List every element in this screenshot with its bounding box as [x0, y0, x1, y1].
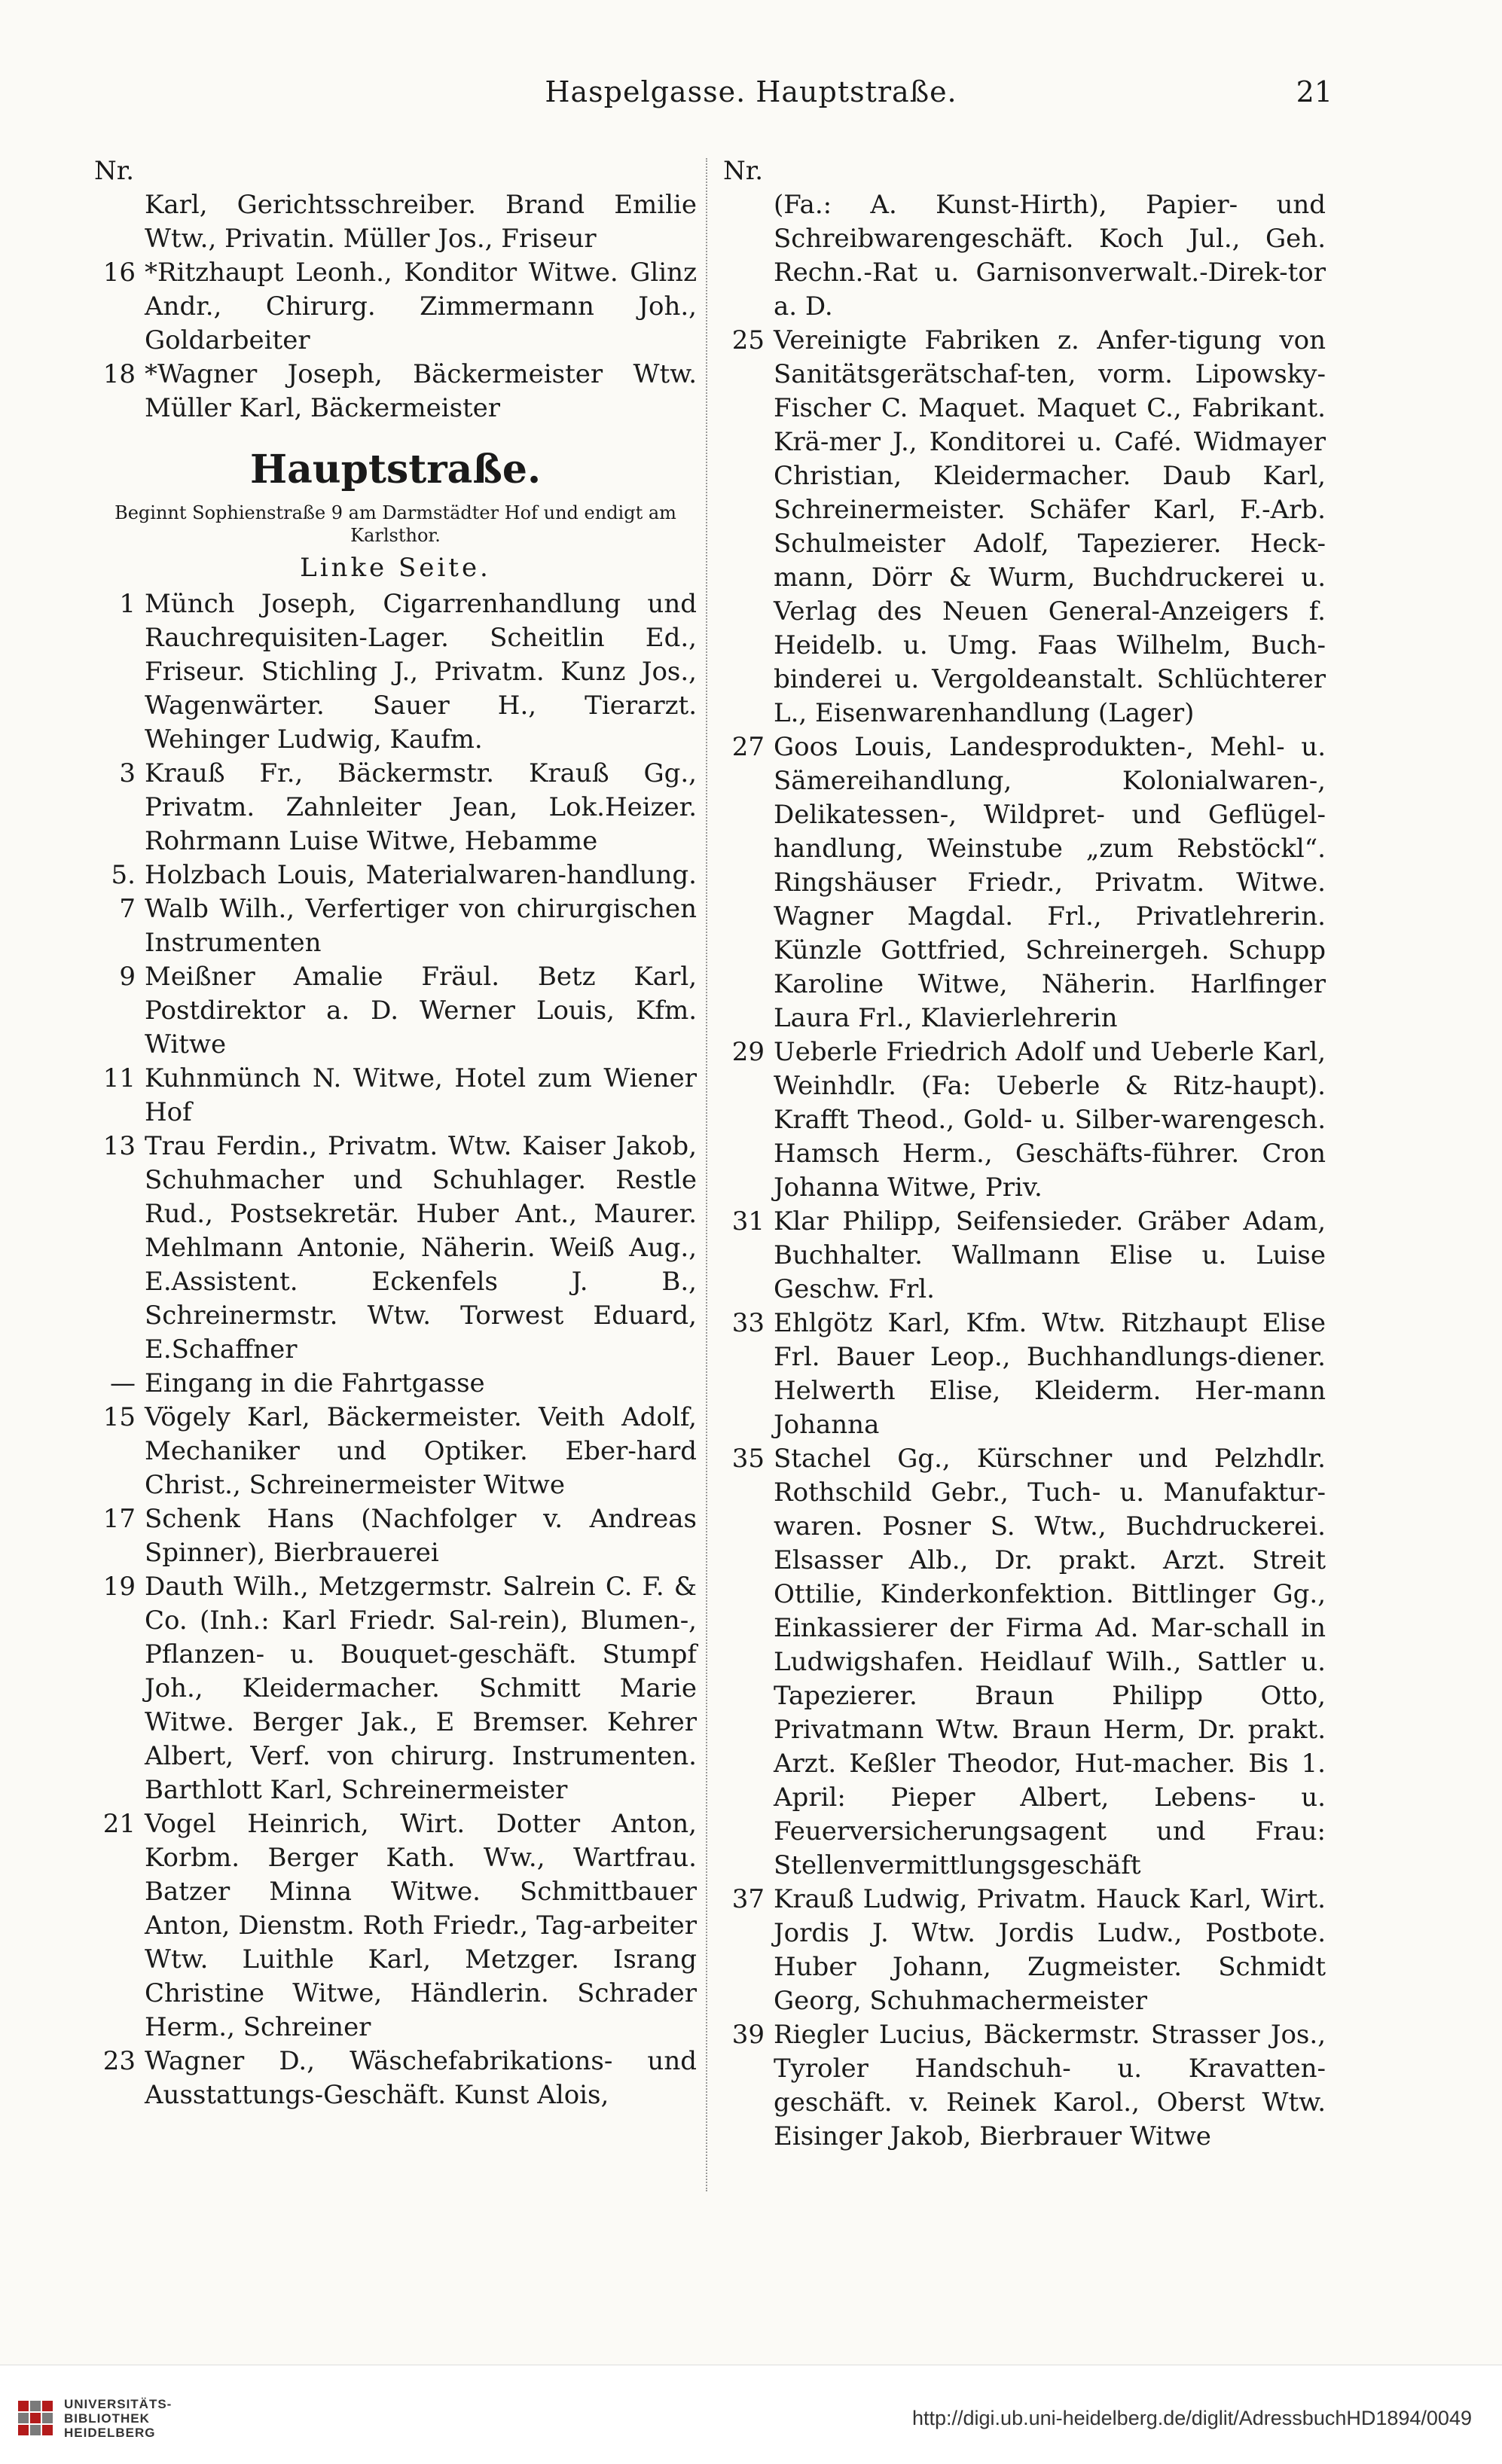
house-number: 19 — [102, 1572, 136, 1602]
library-name-line: BIBLIOTHEK — [64, 2411, 150, 2426]
entry-text: Wagner D., Wäschefabrikations- und Ausstattungs-Geschäft. Kunst Alois, — [145, 2046, 697, 2110]
list-item — [94, 587, 697, 757]
entry-text: *Ritzhaupt Leonh., Konditor Witwe. Glinz Andr., Chirurg. Zimmermann Joh., Goldarbeiter — [145, 258, 697, 355]
list-item — [94, 1062, 697, 1130]
entry-text: Meißner Amalie Fräul. Betz Karl, Postdirektor a. D. Werner Louis, Kfm. Witwe — [145, 962, 697, 1060]
list-item — [94, 1502, 697, 1570]
entry-text: Vögely Karl, Bäckermeister. Veith Adolf, Mechaniker und Optiker. Eber-hard Christ., Schreinermeister Witwe — [145, 1402, 697, 1500]
page-number: 21 — [1296, 75, 1333, 108]
library-name-line: UNIVERSITÄTS- — [64, 2397, 172, 2411]
entry-text: Schenk Hans (Nachfolger v. Andreas Spinner), Bierbrauerei — [145, 1504, 697, 1568]
nr-label: Nr. — [723, 156, 764, 186]
house-number: 35 — [731, 1444, 765, 1474]
entry-text: (Fa.: A. Kunst-Hirth), Papier- und Schreibwarengeschäft. Koch Jul., Geh. Rechn.-Rat u. Garnisonverwalt.-Direk-tor a. D. — [774, 190, 1326, 322]
list-item — [723, 324, 1326, 730]
entry-text: Klar Philipp, Seifensieder. Gräber Adam, Buchhalter. Wallmann Elise u. Luise Geschw. Frl. — [774, 1206, 1326, 1304]
list-item — [723, 2018, 1326, 2154]
list-item — [723, 1442, 1326, 1883]
footer — [0, 2365, 1502, 2464]
house-number: 39 — [731, 2020, 765, 2050]
house-number: 17 — [102, 1504, 136, 1534]
source-url-link[interactable]: http://digi.ub.uni-heidelberg.de/diglit/AdressbuchHD1894/0049 — [911, 2407, 1472, 2429]
house-number: 29 — [731, 1037, 765, 1067]
entry-text: Eingang in die Fahrtgasse — [145, 1368, 485, 1398]
house-number: 23 — [102, 2046, 136, 2076]
house-number: 25 — [731, 325, 765, 355]
entry-text: Vereinigte Fabriken z. Anfer-tigung von Sanitätsgerätschaf-ten, vorm. Lipowsky-Fischer C. Maquet. Maquet C., Fabrikant. Krä-mer J., Konditorei u. Café. Widmayer Christian, Kleidermacher. Daub Karl, Schreinermeister. Schäfer Karl, F.-Arb. Schulmeister Adolf, Tapezierer. Heck-mann, Dörr & Wurm, Buchdruckerei u. Verlag des Neuen General-Anzeigers f. Heidelb. u. Umg. Faas Wilhelm, Buch-binderei u. Vergoldeanstalt. Schlüchterer L., Eisenwarenhandlung (Lager) — [774, 325, 1326, 728]
house-number: 13 — [102, 1131, 136, 1161]
house-number: 37 — [731, 1884, 765, 1914]
house-number: 27 — [731, 732, 765, 762]
list-item — [94, 757, 697, 858]
list-item — [94, 1130, 697, 1367]
house-number: 18 — [102, 359, 136, 389]
list-item — [94, 858, 697, 960]
entry-text: Vogel Heinrich, Wirt. Dotter Anton, Korbm. Berger Kath. Ww., Wartfrau. Batzer Minna Witwe. Schmittbauer Anton, Dienstm. Roth Friedr., Tag-arbeiter Wtw. Luithle Karl, Metzger. Israng Christine Witwe, Händlerin. Schrader Herm., Schreiner — [145, 1809, 697, 2042]
library-name — [64, 2397, 172, 2440]
entry-text: Krauß Ludwig, Privatm. Hauck Karl, Wirt. Jordis J. Wtw. Jordis Ludw., Postbote. Huber Johann, Zugmeister. Schmidt Georg, Schuhmachermeister — [774, 1884, 1326, 2016]
house-number: 21 — [102, 1809, 136, 1839]
list-item — [723, 730, 1326, 1035]
running-head: Haspelgasse. Hauptstraße. — [545, 75, 957, 108]
entry-text: Holzbach Louis, Materialwaren-handlung. Walb Wilh., Verfertiger von chirurgischen Instrumenten — [145, 860, 697, 958]
left-column — [94, 154, 697, 2112]
list-item — [94, 1570, 697, 1807]
column-divider — [706, 158, 707, 2191]
list-item — [94, 2045, 697, 2112]
list-item — [94, 1807, 697, 2045]
list-item — [94, 960, 697, 1062]
house-number: 5. 7 — [111, 860, 136, 924]
house-number: 33 — [731, 1308, 765, 1338]
list-item — [723, 1307, 1326, 1442]
page-header — [0, 75, 1502, 120]
entry-text: Kuhnmünch N. Witwe, Hotel zum Wiener Hof — [145, 1063, 697, 1127]
entry-text: Riegler Lucius, Bäckermstr. Strasser Jos., Tyroler Handschuh- u. Kravatten-geschäft. v. Reinek Karol., Oberst Wtw. Eisinger Jakob, Bierbrauer Witwe — [774, 2020, 1326, 2151]
list-item — [723, 1205, 1326, 1307]
list-item — [723, 1035, 1326, 1205]
list-item — [94, 1367, 697, 1401]
list-item — [723, 188, 1326, 324]
entry-text: Dauth Wilh., Metzgermstr. Salrein C. F. & Co. (Inh.: Karl Friedr. Sal-rein), Blumen-, Pflanzen- u. Bouquet-geschäft. Stumpf Joh., Kleidermacher. Schmitt Marie Witwe. Berger Jak., E Bremser. Kehrer Albert, Verf. von chirurg. Instrumenten. Barthlott Karl, Schreinermeister — [145, 1572, 697, 1805]
entry-text: Goos Louis, Landesprodukten-, Mehl- u. Sämereihandlung, Kolonialwaren-, Delikatessen-, Wildpret- und Geflügel-handlung, Weinstube „zum Rebstöckl“. Ringshäuser Friedr., Privatm. Witwe. Wagner Magdal. Frl., Privatlehrerin. Künzle Gottfried, Schreinergeh. Schupp Karoline Witwe, Näherin. Harlfinger Laura Frl., Klavierlehrerin — [774, 732, 1326, 1033]
house-number: 1 — [119, 589, 136, 619]
right-column — [723, 154, 1326, 2154]
nr-label: Nr. — [94, 156, 135, 186]
entry-text: Stachel Gg., Kürschner und Pelzhdlr. Rothschild Gebr., Tuch- u. Manufaktur-waren. Posner S. Wtw., Buchdruckerei. Elsasser Alb., Dr. prakt. Arzt. Streit Ottilie, Kinderkonfektion. Bittlinger Gg., Einkassierer der Firma Ad. Mar-schall in Ludwigshafen. Heidlauf Wilh., Sattler u. Tapezierer. Braun Philipp Otto, Privatmann Wtw. Braun Herm, Dr. prakt. Arzt. Keßler Theodor, Hut-macher. Bis 1. April: Pieper Albert, Lebens- u. Feuerversicherungsagent und Frau: Stellenvermittlungsgeschäft — [774, 1444, 1326, 1880]
house-number — [723, 188, 774, 324]
university-library-logo-icon — [17, 2399, 54, 2437]
entry-text: Ueberle Friedrich Adolf und Ueberle Karl, Weinhdlr. (Fa: Ueberle & Ritz-haupt). Krafft Theod., Gold- u. Silber-warengesch. Hamsch Herm., Geschäfts-führer. Cron Johanna Witwe, Priv. — [774, 1037, 1326, 1203]
house-number: 3 — [119, 758, 136, 788]
library-name-line: HEIDELBERG — [64, 2426, 156, 2440]
entry-text: Ehlgötz Karl, Kfm. Wtw. Ritzhaupt Elise Frl. Bauer Leop., Buchhandlungs-diener. Helwerth Elise, Kleiderm. Her-mann Johanna — [774, 1308, 1326, 1440]
street-note: Beginnt Sophienstraße 9 am Darmstädter Hof und endigt am Karlsthor. — [114, 502, 676, 546]
house-number: — — [110, 1368, 136, 1398]
entry-text: Trau Ferdin., Privatm. Wtw. Kaiser Jakob, Schuhmacher und Schuhlager. Restle Rud., Postsekretär. Huber Ant., Maurer. Mehlmann Antonie, Näherin. Weiß Aug., E.Assistent. Eckenfels J. B., Schreinermstr. Wtw. Torwest Eduard, E.Schaffner — [145, 1131, 697, 1365]
list-item — [94, 256, 697, 358]
entry-text: *Wagner Joseph, Bäckermeister Wtw. Müller Karl, Bäckermeister — [145, 359, 697, 423]
list-item — [94, 358, 697, 425]
house-number: 31 — [731, 1206, 765, 1237]
house-number — [94, 188, 145, 256]
list-item — [723, 1883, 1326, 2018]
entry-text: Münch Joseph, Cigarrenhandlung und Rauchrequisiten-Lager. Scheitlin Ed., Friseur. Stichling J., Privatm. Kunz Jos., Wagenwärter. Sauer H., Tierarzt. Wehinger Ludwig, Kaufm. — [145, 589, 697, 755]
side-label: Linke Seite. — [300, 553, 491, 583]
street-title: Hauptstraße. — [249, 447, 542, 492]
house-number: 11 — [102, 1063, 136, 1093]
house-number: 15 — [102, 1402, 136, 1432]
house-number: 16 — [102, 258, 136, 288]
list-item — [94, 1401, 697, 1502]
entry-text: Karl, Gerichtsschreiber. Brand Emilie Wtw., Privatin. Müller Jos., Friseur — [145, 190, 697, 254]
list-item — [94, 188, 697, 256]
entry-text: Krauß Fr., Bäckermstr. Krauß Gg., Privatm. Zahnleiter Jean, Lok.Heizer. Rohrmann Luise Witwe, Hebamme — [145, 758, 697, 856]
house-number: 9 — [119, 962, 136, 992]
